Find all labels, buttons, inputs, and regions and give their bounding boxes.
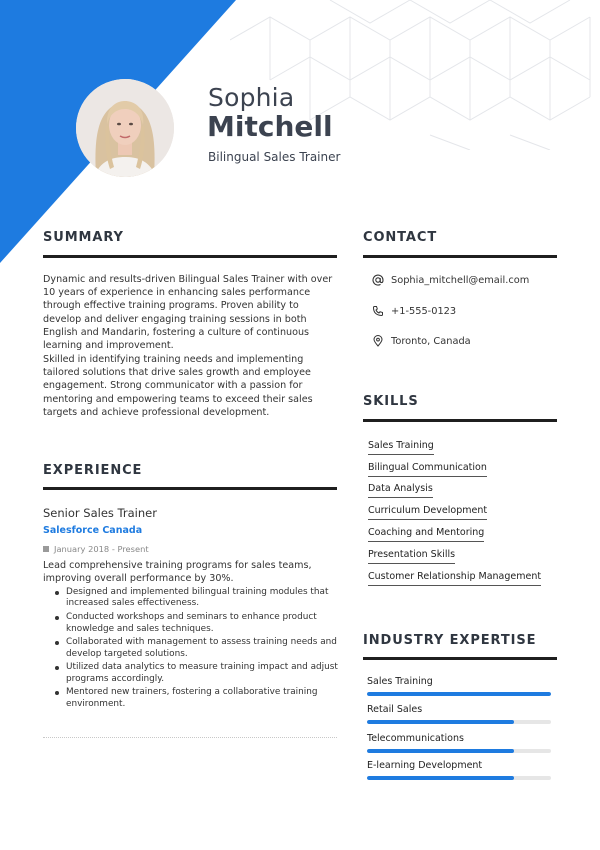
expertise-label: Retail Sales	[367, 704, 423, 715]
summary-paragraph-1: Dynamic and results-driven Bilingual Sales Trainer with over 10 years of experience in enhancing sales performance through effective training programs. Proven ability to develop and deliver engaging training sessions in both English and Mandarin, fostering a culture of continuous learning and improvement.	[43, 274, 333, 352]
list-item: Designed and implemented bilingual training modules that increased sales effectiveness.	[53, 587, 339, 610]
skill-item: Curriculum Development	[368, 505, 487, 520]
experience-end-divider	[43, 737, 337, 738]
expertise-bar-fill	[367, 720, 514, 724]
summary-divider	[43, 255, 337, 258]
profile-photo-illustration	[76, 79, 174, 177]
job-title: Bilingual Sales Trainer	[208, 150, 341, 164]
expertise-bar-track	[367, 749, 551, 753]
location-pin-icon	[372, 335, 384, 347]
contact-location-text: Toronto, Canada	[391, 335, 471, 347]
expertise-bar-fill	[367, 749, 514, 753]
last-name: Mitchell	[207, 110, 333, 143]
phone-icon	[372, 305, 384, 317]
job-dates	[43, 544, 149, 554]
list-item: Collaborated with management to assess training needs and develop targeted solutions.	[53, 637, 339, 660]
first-name: Sophia	[208, 83, 295, 112]
skill-item: Sales Training	[368, 440, 434, 455]
calendar-icon	[43, 546, 49, 552]
avatar	[76, 79, 174, 177]
list-item: Utilized data analytics to measure training impact and adjust programs accordingly.	[53, 662, 339, 685]
contact-heading: CONTACT	[363, 230, 438, 245]
expertise-label: Telecommunications	[367, 733, 464, 744]
experience-heading: EXPERIENCE	[43, 463, 143, 478]
contact-location	[372, 335, 471, 347]
expertise-bar-track	[367, 692, 551, 696]
at-icon	[372, 274, 384, 286]
expertise-bar-track	[367, 776, 551, 780]
contact-email[interactable]	[372, 274, 529, 286]
company-name: Salesforce Canada	[43, 525, 143, 536]
summary-paragraph-2: Skilled in identifying training needs and implementing tailored solutions that drive sales growth and employee engagement. Strong communicator with a passion for mentoring and empowering teams to exceed their sales targets and achieve professional development.	[43, 354, 313, 418]
job-role: Senior Sales Trainer	[43, 506, 157, 520]
expertise-bar-fill	[367, 776, 514, 780]
skill-item: Data Analysis	[368, 483, 433, 498]
expertise-divider	[363, 657, 557, 660]
expertise-bar-track	[367, 720, 551, 724]
skill-item: Presentation Skills	[368, 549, 455, 564]
list-item: Conducted workshops and seminars to enhance product knowledge and sales techniques.	[53, 612, 339, 635]
summary-heading: SUMMARY	[43, 230, 124, 245]
job-bullet-list	[53, 587, 339, 713]
contact-email-text: Sophia_mitchell@email.com	[391, 274, 530, 286]
contact-phone-text: +1-555-0123	[391, 305, 457, 317]
skills-heading: SKILLS	[363, 394, 419, 409]
skills-divider	[363, 419, 557, 422]
contact-divider	[363, 255, 557, 258]
expertise-label: E-learning Development	[367, 760, 483, 771]
list-item: Mentored new trainers, fostering a collaborative training environment.	[53, 687, 339, 710]
expertise-label: Sales Training	[367, 676, 433, 687]
job-dates-text: January 2018 - Present	[54, 544, 149, 554]
expertise-bar-fill	[367, 692, 551, 696]
job-summary: Lead comprehensive training programs for sales teams, improving overall performance by 30%.	[43, 560, 312, 585]
expertise-heading: INDUSTRY EXPERTISE	[363, 633, 537, 648]
skill-item: Coaching and Mentoring	[368, 527, 484, 542]
experience-divider	[43, 487, 337, 490]
contact-phone[interactable]	[372, 305, 456, 317]
skill-item: Customer Relationship Management	[368, 571, 541, 586]
skill-item: Bilingual Communication	[368, 462, 487, 477]
